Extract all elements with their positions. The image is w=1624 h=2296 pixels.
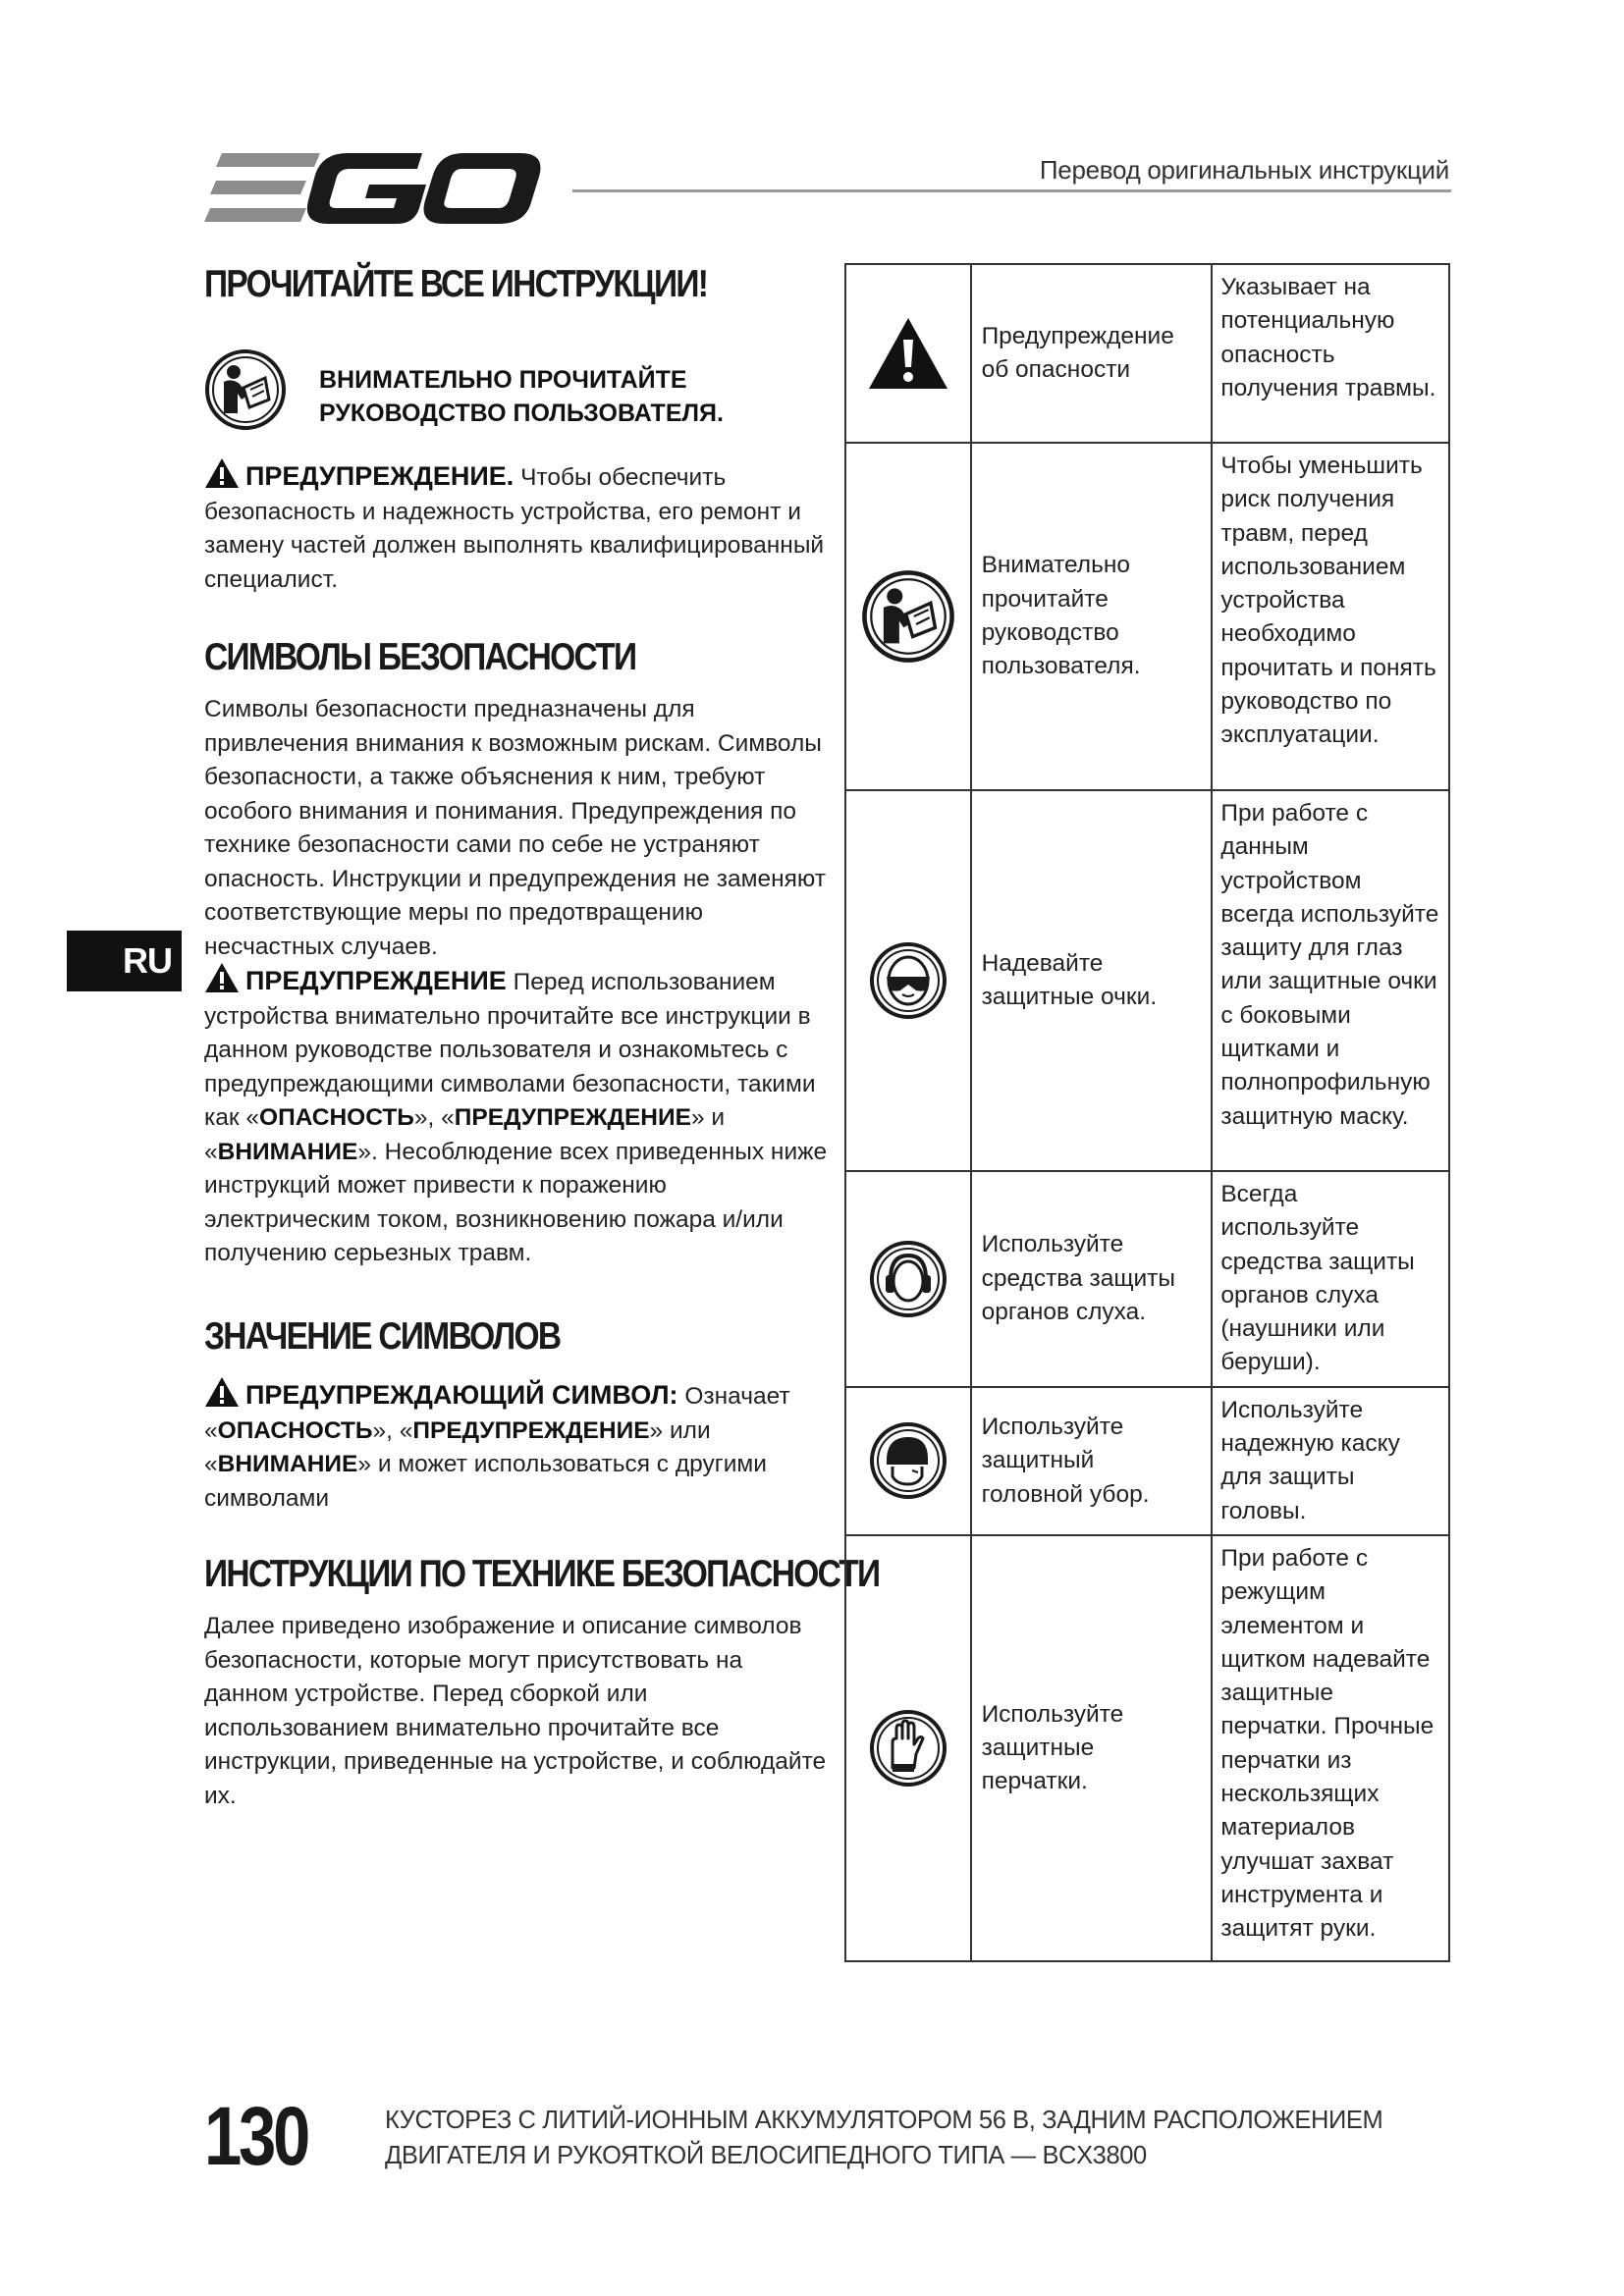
term-warning: ПРЕДУПРЕЖДЕНИЕ bbox=[454, 1104, 691, 1131]
symbol-cell bbox=[845, 443, 971, 790]
warning-triangle-icon bbox=[867, 316, 949, 391]
sep-1: », « bbox=[413, 1104, 455, 1131]
symbol-cell bbox=[845, 264, 971, 443]
footer-title: КУСТОРЕЗ С ЛИТИЙ-ИОННЫМ АККУМУЛЯТОРОМ 56 В, ЗАДНИМ РАСПОЛОЖЕНИЕМ ДВИГАТЕЛЯ И РУКОЯТКОЙ ВЕЛОСИПЕДНОГО ТИПА — BCX3800 bbox=[385, 2107, 1383, 2169]
warning-label: ПРЕДУПРЕЖДЕНИЕ bbox=[245, 966, 507, 995]
symbol-name: Внимательно прочитайте руководство пользователя. bbox=[971, 443, 1213, 790]
table-row bbox=[845, 264, 1449, 443]
warning-triangle-icon bbox=[204, 962, 240, 993]
symbol-name: Предупреждение об опасности bbox=[971, 264, 1213, 443]
gloves-icon bbox=[869, 1709, 947, 1788]
head-protection-icon bbox=[869, 1421, 947, 1500]
symbol-cell bbox=[845, 1171, 971, 1387]
warning-qualified-service bbox=[204, 457, 833, 597]
read-manual-notice bbox=[319, 363, 724, 430]
language-tab-label: RU bbox=[123, 940, 172, 981]
table-row bbox=[845, 1535, 1449, 1961]
symbol-meaning-label: ПРЕДУПРЕЖДАЮЩИЙ СИМВОЛ: bbox=[245, 1380, 678, 1410]
warning-read-instructions bbox=[204, 962, 833, 1271]
table-row bbox=[845, 790, 1449, 1171]
table-row bbox=[845, 443, 1449, 790]
header-rule bbox=[572, 189, 1451, 192]
symbols-table bbox=[844, 263, 1450, 1962]
language-tab bbox=[67, 931, 182, 991]
ego-logo bbox=[204, 149, 543, 228]
warning-text-1: Перед использованием устройства внимательно прочитайте все инструкции в данном руководстве пользователя и ознакомьтесь с предупреждающими символами безопасности, такими как « bbox=[204, 969, 816, 1131]
table-row bbox=[845, 1171, 1449, 1387]
heading-read-all: ПРОЧИТАЙТЕ ВСЕ ИНСТРУКЦИИ! bbox=[204, 263, 708, 305]
heading-symbol-meaning: ЗНАЧЕНИЕ СИМВОЛОВ bbox=[204, 1315, 561, 1358]
symbol-description: При работе с режущим элементом и щитком надевайте защитные перчатки. Прочные перчатки из нескользящих материалов улучшат захват инструмента и защитят руки. bbox=[1212, 1535, 1449, 1961]
read-manual-icon bbox=[204, 348, 287, 431]
symbol-name: Надевайте защитные очки. bbox=[971, 790, 1213, 1171]
safety-glasses-icon bbox=[869, 941, 947, 1020]
symbol-description: Указывает на потенциальную опасность получения травмы. bbox=[1212, 264, 1449, 443]
warning-text-2: ». Несоблюдение всех приведенных ниже инструкций может привести к поражению электрическим током, возникновению пожара и/или получению серьезных травм. bbox=[204, 1138, 828, 1266]
safety-symbols-body: Символы безопасности предназначены для привлечения внимания к возможным рискам. Символы безопасности, а также объяснения к ним, требуют особого внимания и понимания. Предупреждения по технике безопасности сами по себе не устраняют опасность. Инструкции и предупреждения не заменяют соответствующие меры по предотвращению несчастных случаев. bbox=[204, 696, 826, 960]
symbol-meaning-text-2: » и может использоваться с другими символами bbox=[204, 1451, 767, 1512]
page-number: 130 bbox=[204, 2090, 308, 2182]
warning-text: Чтобы обеспечить безопасность и надежность устройства, его ремонт и замену частей должен выполнять квалифицированный специалист. bbox=[204, 464, 825, 593]
warning-triangle-icon bbox=[204, 1376, 240, 1408]
read-manual-icon bbox=[861, 569, 955, 664]
symbol-description: Всегда используйте средства защиты органов слуха (наушники или беруши). bbox=[1212, 1171, 1449, 1387]
sep-2: » и « bbox=[204, 1104, 726, 1165]
symbol-meaning-text-1: Означает « bbox=[204, 1383, 790, 1444]
symbol-cell bbox=[845, 1387, 971, 1535]
safety-instructions-body: Далее приведено изображение и описание символов безопасности, которые могут присутствовать на данном устройстве. Перед сборкой или использованием внимательно прочитайте все инструкции, приведенные на устройстве, и соблюдайте их. bbox=[204, 1613, 827, 1809]
symbol-name: Используйте защитный головной убор. bbox=[971, 1387, 1213, 1535]
sep-1: », « bbox=[372, 1416, 413, 1444]
heading-safety-symbols: СИМВОЛЫ БЕЗОПАСНОСТИ bbox=[204, 636, 636, 678]
read-manual-notice-line2: РУКОВОДСТВО ПОЛЬЗОВАТЕЛЯ. bbox=[319, 400, 724, 427]
warning-label: ПРЕДУПРЕЖДЕНИЕ. bbox=[245, 461, 514, 491]
sep-2: » или « bbox=[204, 1416, 711, 1477]
header-caption: Перевод оригинальных инструкций bbox=[1039, 155, 1449, 185]
heading-safety-instructions: ИНСТРУКЦИИ ПО ТЕХНИКЕ БЕЗОПАСНОСТИ bbox=[204, 1553, 880, 1595]
symbol-description: Чтобы уменьшить риск получения травм, перед использованием устройства необходимо прочитать и понять руководство по эксплуатации. bbox=[1212, 443, 1449, 790]
term-danger: ОПАСНОСТЬ bbox=[217, 1416, 373, 1444]
table-row bbox=[845, 1387, 1449, 1535]
term-caution: ВНИМАНИЕ bbox=[217, 1138, 358, 1165]
ear-protection-icon bbox=[869, 1240, 947, 1318]
symbol-cell bbox=[845, 790, 971, 1171]
term-warning: ПРЕДУПРЕЖДЕНИЕ bbox=[412, 1416, 650, 1444]
term-caution: ВНИМАНИЕ bbox=[217, 1451, 358, 1477]
symbol-name: Используйте средства защиты органов слуха. bbox=[971, 1171, 1213, 1387]
symbol-description: Используйте надежную каску для защиты головы. bbox=[1212, 1387, 1449, 1535]
term-danger: ОПАСНОСТЬ bbox=[259, 1104, 414, 1131]
symbol-name: Используйте защитные перчатки. bbox=[971, 1535, 1213, 1961]
read-manual-notice-line1: ВНИМАТЕЛЬНО ПРОЧИТАЙТЕ bbox=[319, 366, 687, 394]
symbol-cell bbox=[845, 1535, 971, 1961]
symbol-meaning-text bbox=[204, 1376, 833, 1516]
warning-triangle-icon bbox=[204, 457, 240, 489]
symbol-description: При работе с данным устройством всегда используйте защиту для глаз или защитные очки с боковыми щитками и полнопрофильную защитную маску. bbox=[1212, 790, 1449, 1171]
